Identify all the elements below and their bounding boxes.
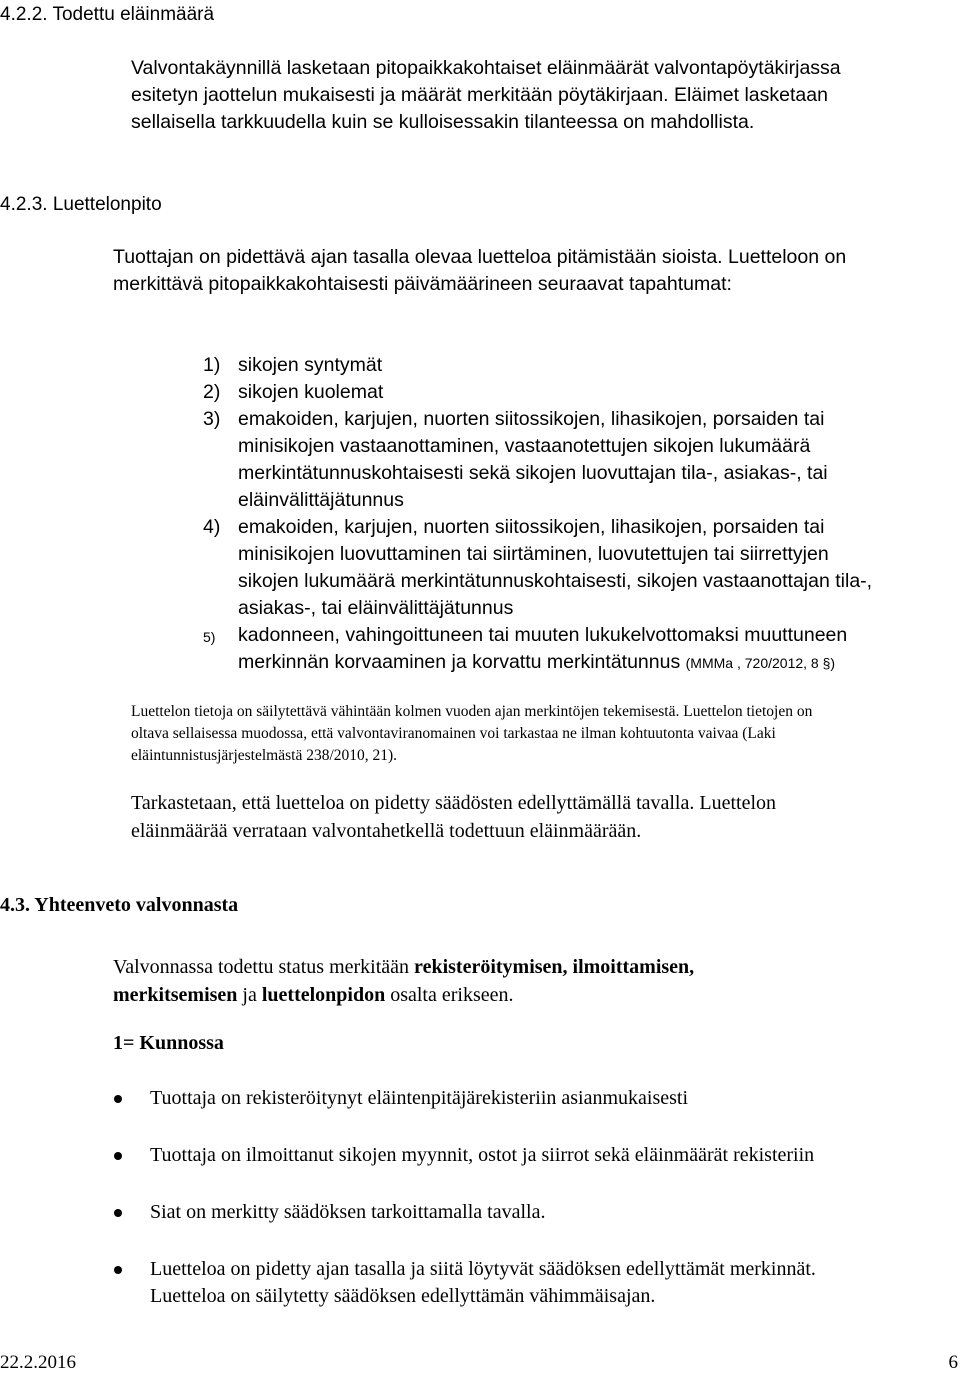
summary-paragraph xyxy=(113,953,694,1009)
list-line: minisikojen luovuttaminen tai siirtäminen, luovutettujen tai siirrettyjen xyxy=(238,543,829,565)
paragraph-423-intro xyxy=(113,244,846,298)
paragraph-line: Valvontakäynnillä lasketaan pitopaikkakohtaiset eläinmäärät valvontapöytäkirjassa xyxy=(131,57,841,79)
page-number: 6 xyxy=(948,1352,958,1373)
paragraph-line: eläinmäärää verrataan valvontahetkellä todettuun eläinmäärään. xyxy=(131,820,642,842)
list-line-with-ref xyxy=(238,649,943,677)
note-line: Luettelon tietoja on säilytettävä vähintään kolmen vuoden ajan merkintöjen tekemisestä. Luettelon tietojen on xyxy=(131,703,813,720)
list-number: 2) xyxy=(203,381,221,403)
bullet-text: Luetteloa on säilytetty säädöksen edellyttämän vähimmäisajan. xyxy=(150,1285,656,1307)
list-line: asiakas-, tai eläinvälittäjätunnus xyxy=(238,597,514,619)
summary-text: Valvonnassa todettu status merkitään xyxy=(113,956,415,978)
summary-text: osalta erikseen. xyxy=(385,984,514,1006)
list-line: merkinnän korvaaminen ja korvattu merkintätunnus xyxy=(238,651,681,673)
bullet-item xyxy=(150,1085,688,1112)
summary-text: ja xyxy=(237,984,262,1006)
note-line: oltava sellaisessa muodossa, että valvontaviranomainen voi tarkastaa ne ilman kohtuutonta vaivaa (Laki xyxy=(131,725,776,742)
events-list xyxy=(203,352,943,677)
summary-bold: luettelonpidon xyxy=(261,984,386,1006)
list-line: sikojen syntymät xyxy=(238,354,383,376)
note-line: eläintunnistusjärjestelmästä 238/2010, 21). xyxy=(131,747,398,764)
retention-note xyxy=(131,701,812,767)
list-line: emakoiden, karjujen, nuorten siitossikojen, lihasikojen, porsaiden tai xyxy=(238,516,825,538)
paragraph-line: Tuottajan on pidettävä ajan tasalla olevaa luetteloa pitämistään sioista. Luetteloon on xyxy=(113,246,847,268)
footer-date: 22.2.2016 xyxy=(0,1352,76,1373)
list-item xyxy=(203,352,943,379)
bullet-item xyxy=(150,1142,814,1169)
paragraph-422 xyxy=(131,55,841,136)
section-heading-43: 4.3. Yhteenveto valvonnasta xyxy=(0,894,239,916)
list-item xyxy=(203,406,943,514)
bullet-icon xyxy=(114,1095,122,1103)
bullet-item xyxy=(150,1256,816,1310)
summary-bold: merkitsemisen xyxy=(113,984,238,1006)
legal-reference: (MMMa , 720/2012, 8 §) xyxy=(685,655,836,671)
bullet-text: Tuottaja on ilmoittanut sikojen myynnit, ostot ja siirrot sekä eläinmäärät rekisteriin xyxy=(150,1144,815,1166)
list-line: merkintätunnuskohtaisesti sekä sikojen luovuttajan tila-, asiakas-, tai xyxy=(238,462,828,484)
list-item xyxy=(203,622,943,677)
list-item xyxy=(203,379,943,406)
bullet-icon xyxy=(114,1209,122,1217)
list-line: sikojen lukumäärä merkintätunnuskohtaisesti, sikojen vastaanottajan tila-, xyxy=(238,570,873,592)
list-number: 1) xyxy=(203,354,221,376)
list-item xyxy=(203,514,943,622)
paragraph-line: merkittävä pitopaikkakohtaisesti päivämäärineen seuraavat tapahtumat: xyxy=(113,273,732,295)
list-line: emakoiden, karjujen, nuorten siitossikojen, lihasikojen, porsaiden tai xyxy=(238,408,825,430)
section-heading-423: 4.2.3. Luettelonpito xyxy=(0,194,162,215)
list-line: sikojen kuolemat xyxy=(238,381,384,403)
list-number: 4) xyxy=(203,516,221,538)
paragraph-line: Tarkastetaan, että luetteloa on pidetty säädösten edellyttämällä tavalla. Luettelon xyxy=(131,792,777,814)
bullet-icon xyxy=(114,1266,122,1274)
section-heading-422: 4.2.2. Todettu eläinmäärä xyxy=(0,4,215,25)
list-number: 3) xyxy=(203,408,221,430)
grade-heading: 1= Kunnossa xyxy=(113,1032,224,1054)
summary-line xyxy=(113,953,694,981)
bullet-text: Tuottaja on rekisteröitynyt eläintenpitäjärekisteriin asianmukaisesti xyxy=(150,1087,689,1109)
bullet-text: Siat on merkitty säädöksen tarkoittamalla tavalla. xyxy=(150,1201,546,1223)
paragraph-line: sellaisella tarkkuudella kuin se kulloisessakin tilanteessa on mahdollista. xyxy=(131,111,755,133)
list-line: eläinvälittäjätunnus xyxy=(238,489,404,511)
list-line: minisikojen vastaanottaminen, vastaanotettujen sikojen lukumäärä xyxy=(238,435,811,457)
bullet-text: Luetteloa on pidetty ajan tasalla ja siitä löytyvät säädöksen edellyttämät merkinnät. xyxy=(150,1258,816,1280)
bullet-item xyxy=(150,1199,545,1226)
summary-line xyxy=(113,981,694,1009)
inspection-paragraph xyxy=(131,789,776,845)
list-line: kadonneen, vahingoittuneen tai muuten lukukelvottomaksi muuttuneen xyxy=(238,624,848,646)
summary-bold: rekisteröitymisen, ilmoittamisen, xyxy=(414,956,695,978)
bullet-icon xyxy=(114,1152,122,1160)
paragraph-line: esitetyn jaottelun mukaisesti ja määrät merkitään pöytäkirjaan. Eläimet lasketaan xyxy=(131,84,828,106)
list-number: 5) xyxy=(203,629,216,645)
